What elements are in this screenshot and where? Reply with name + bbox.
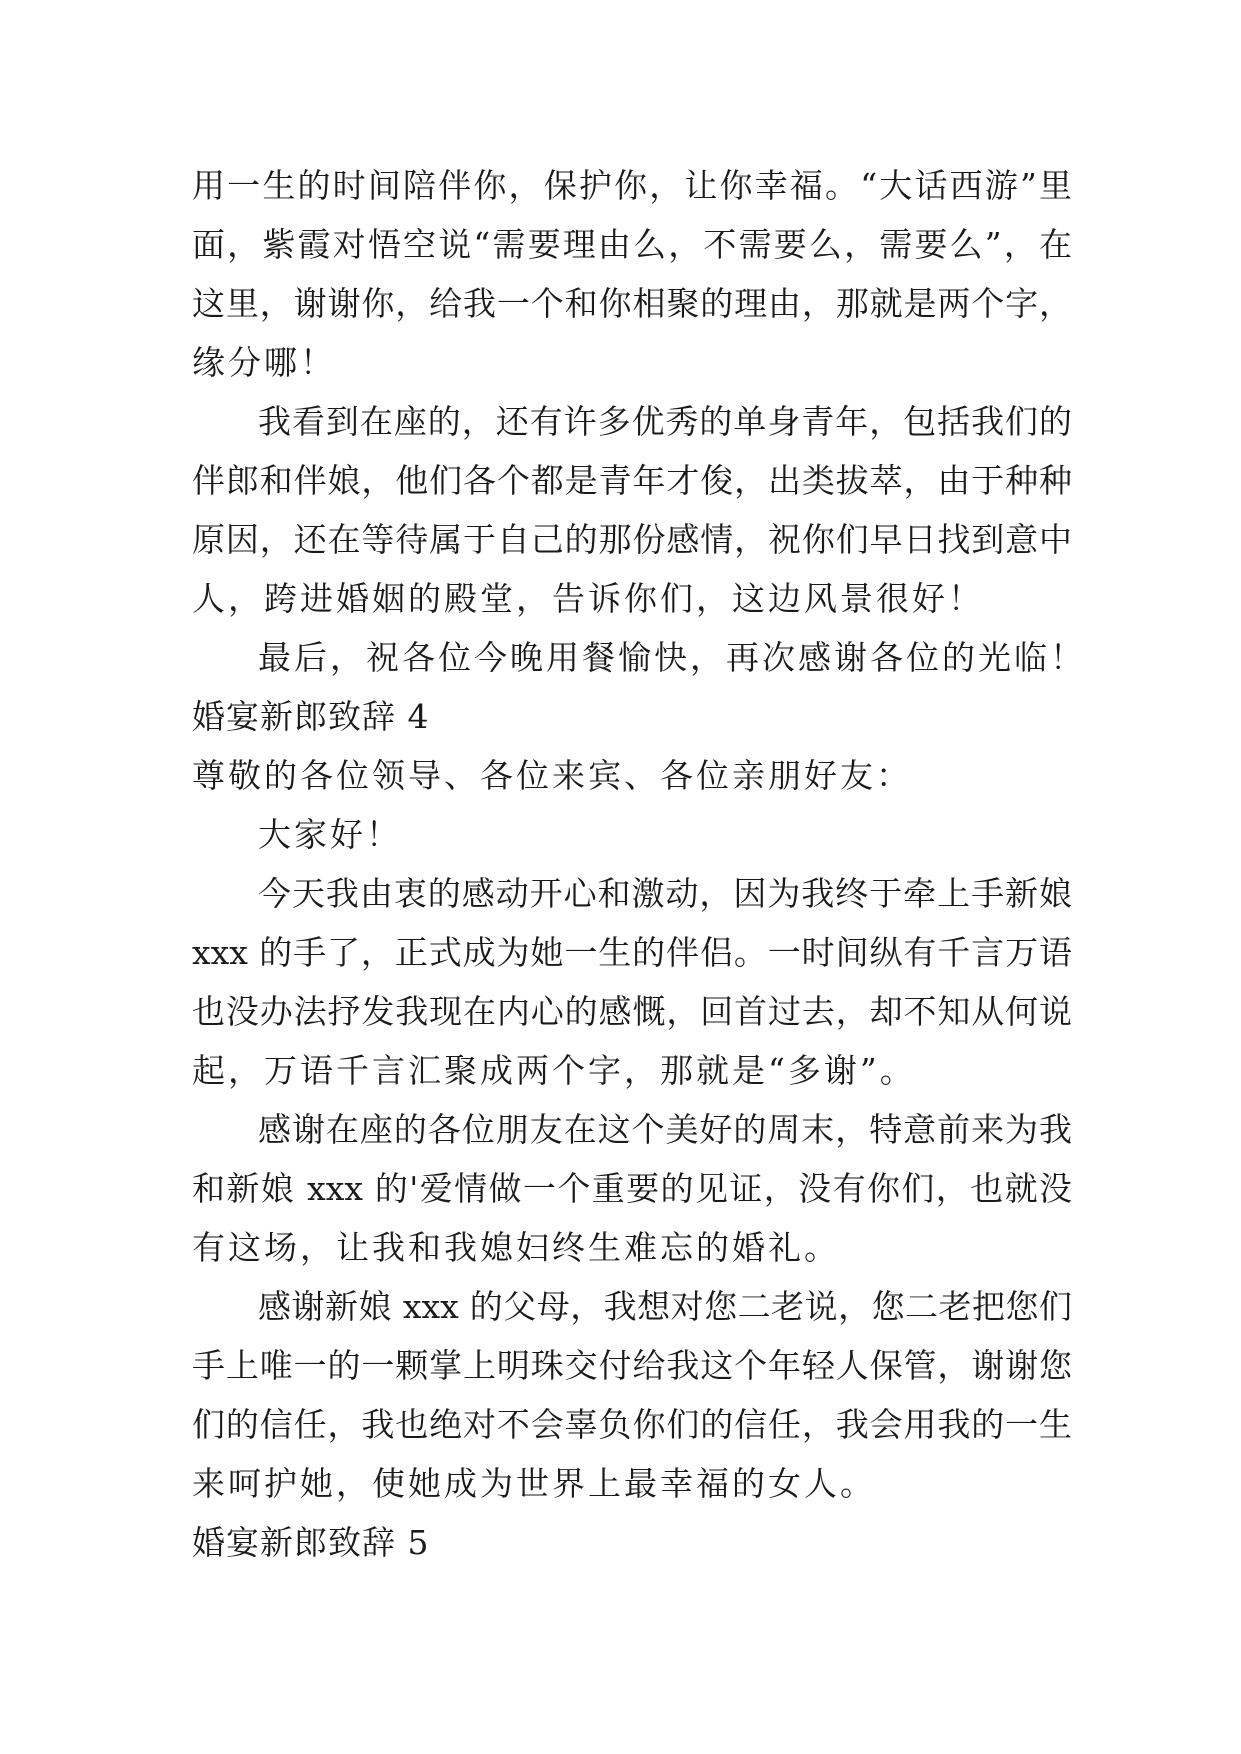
paragraph-line: 感谢在座的各位朋友在这个美好的周末，特意前来为我 (258, 1110, 1072, 1149)
paragraph-line: 这里，谢谢你，给我一个和你相聚的理由，那就是两个字， (192, 284, 1072, 323)
paragraph-line: 缘分哪！ (192, 343, 336, 382)
paragraph-line: xxx 的手了，正式成为她一生的伴侣。一时间纵有千言万语 (192, 933, 1072, 972)
paragraph-line: 伴郎和伴娘，他们各个都是青年才俊，出类拔萃，由于种种 (192, 461, 1072, 500)
section-heading: 婚宴新郎致辞 5 (192, 1523, 430, 1562)
section-heading: 婚宴新郎致辞 4 (192, 697, 430, 736)
paragraph-line: 感谢新娘 xxx 的父母，我想对您二老说，您二老把您们 (258, 1287, 1072, 1326)
paragraph-line: 人，跨进婚姻的殿堂，告诉你们，这边风景很好！ (192, 579, 984, 618)
paragraph-line: 最后，祝各位今晚用餐愉快，再次感谢各位的光临！ (258, 638, 1086, 677)
paragraph-line: 我看到在座的，还有许多优秀的单身青年，包括我们的 (258, 402, 1072, 441)
greeting: 大家好！ (258, 815, 402, 854)
salutation: 尊敬的各位领导、各位来宾、各位亲朋好友： (192, 756, 912, 795)
document-body (192, 156, 1086, 1572)
paragraph-line: 有这场，让我和我媳妇终生难忘的婚礼。 (192, 1228, 840, 1267)
paragraph-line: 原因，还在等待属于自己的那份感情，祝你们早日找到意中 (192, 520, 1072, 559)
paragraph-line: 来呵护她，使她成为世界上最幸福的女人。 (192, 1464, 876, 1503)
paragraph-line: 面，紫霞对悟空说“需要理由么，不需要么，需要么”，在 (192, 225, 1072, 264)
paragraph-line: 也没办法抒发我现在内心的感慨，回首过去，却不知从何说 (192, 992, 1072, 1031)
paragraph-line: 起，万语千言汇聚成两个字，那就是“多谢”。 (192, 1051, 916, 1090)
paragraph-line: 用一生的时间陪伴你，保护你，让你幸福。“大话西游”里 (192, 166, 1072, 205)
paragraph-line: 和新娘 xxx 的'爱情做一个重要的见证，没有你们，也就没 (192, 1169, 1072, 1208)
paragraph-line: 手上唯一的一颗掌上明珠交付给我这个年轻人保管，谢谢您 (192, 1346, 1072, 1385)
paragraph-line: 今天我由衷的感动开心和激动，因为我终于牵上手新娘 (258, 874, 1072, 913)
paragraph-line: 们的信任，我也绝对不会辜负你们的信任，我会用我的一生 (192, 1405, 1072, 1444)
